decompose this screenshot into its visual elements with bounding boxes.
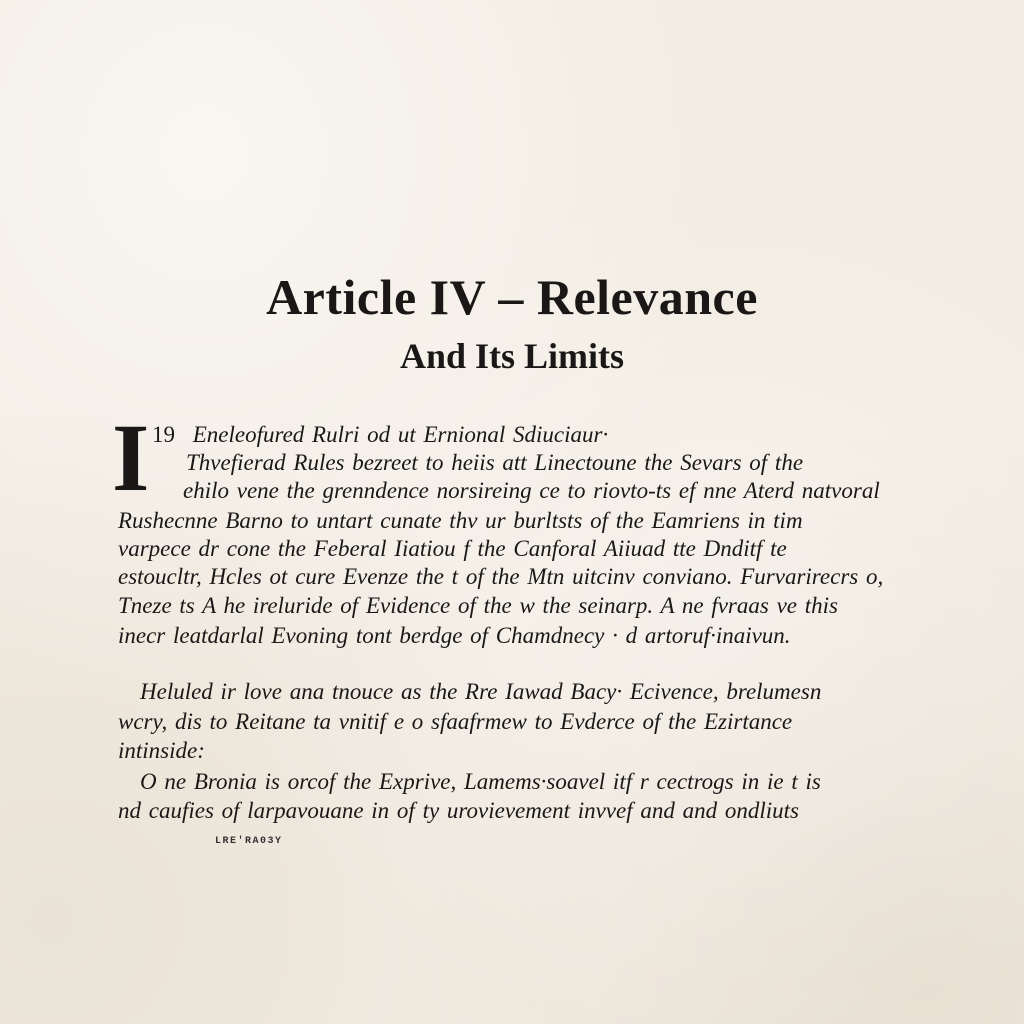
drop-cap: I <box>112 404 150 511</box>
paragraph-1-line-4: Rushecnne Barno to untart cunate thv ur burltsts of the Eamriens in tim <box>118 508 803 533</box>
paragraph-1-line-6: estoucltr, Hcles ot cure Evenze the t of the Mtn uitcinv conviano. Furvarirecrs o, <box>118 564 884 589</box>
paragraph-1-line-5: varpece dr cone the Feberal Iiatiou f the Canforal Aiiuad tte Dnditf te <box>118 536 787 561</box>
paragraph-1-line-8: inecr leatdarlal Evoning tont berdge of Chamdnecy · d artoruf·inaivun. <box>118 623 791 648</box>
paragraph-2-line-3: intinside: <box>118 738 205 763</box>
paragraph-1-line-1 <box>152 423 608 446</box>
paragraph-1-line-3: ehilo vene the grenndence norsireing ce to riovto-ts ef nne Aterd natvoral <box>183 478 880 503</box>
paragraph-2-line-4: O ne Bronia is orcof the Exprive, Lamems·soavel itf r cectrogs in ie t is <box>140 769 821 794</box>
paragraph-2-line-5: nd caufies of larpavouane in of ty urovievement invvef and and ondliuts <box>118 798 799 823</box>
paragraph-2-line-2: wcry, dis to Reitane ta vnitif e o sfaafrmew to Evderce of the Ezirtance <box>118 709 793 734</box>
article-title: Article IV – Relevance <box>266 269 758 325</box>
paragraph-1-line-7: Tneze ts A he ireluride of Evidence of the w the seinarp. A ne fvraas ve this <box>118 593 838 618</box>
paragraph-1-line-2: Thvefierad Rules bezreet to heiis att Linectoune the Sevars of the <box>186 450 804 475</box>
paragraph-2-line-1: Heluled ir love ana tnouce as the Rre Iawad Bacy· Ecivence, brelumesn <box>140 679 822 704</box>
paragraph-number: 19 <box>152 422 175 447</box>
footnote-mark: LRE'RA03Y <box>215 836 283 847</box>
paragraph-1-line-1-text: Eneleofured Rulri od ut Ernional Sdiuciaur· <box>192 422 609 447</box>
article-subtitle: And Its Limits <box>399 336 625 376</box>
